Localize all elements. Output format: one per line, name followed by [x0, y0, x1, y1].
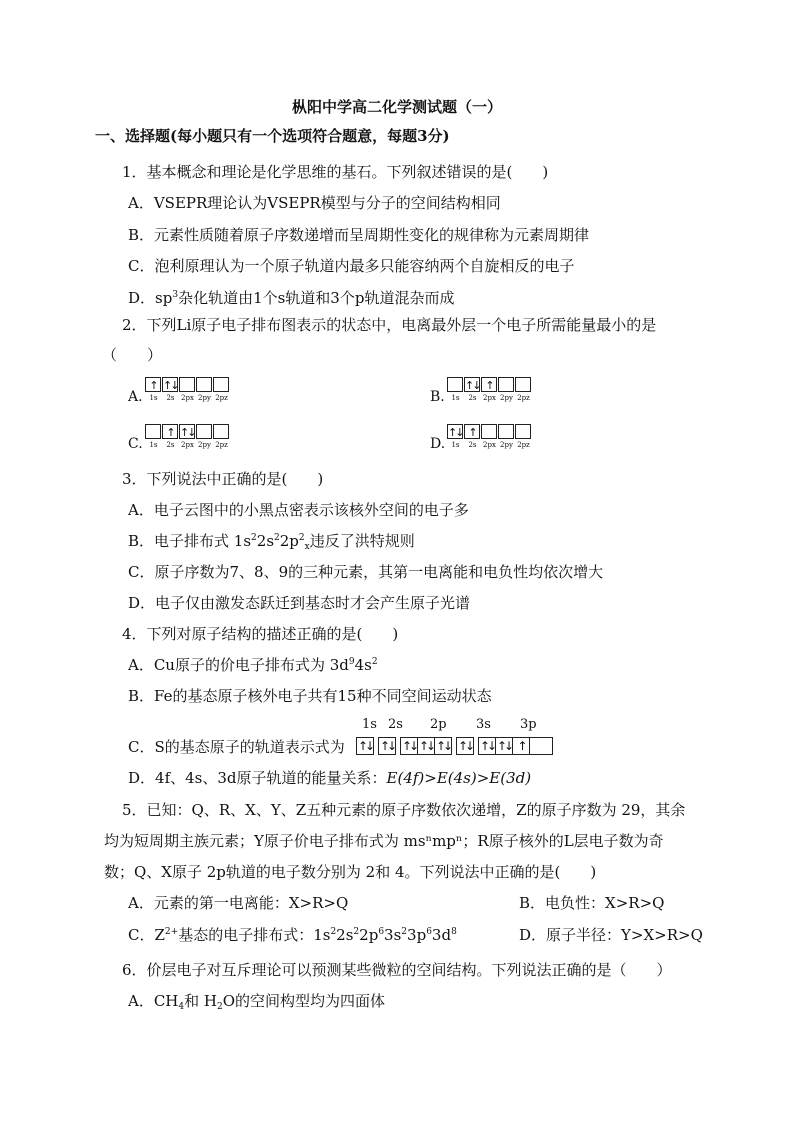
- orbital-cell: ↑: [512, 737, 530, 755]
- orbital-cells: [356, 737, 552, 755]
- orbital-box: [498, 377, 514, 392]
- orbital-box: ↑: [481, 377, 497, 392]
- question-4-option-d: D．4f、4s、3d原子轨道的能量关系：E(4f)>E(4s)>E(3d): [128, 769, 532, 787]
- orbital-cell: ↑↓: [401, 739, 417, 753]
- orbital-label: 2px: [181, 394, 194, 402]
- orbital-label: 2px: [483, 394, 496, 402]
- question-3-option-a: A．电子云图中的小黑点密表示该核外空间的电子多: [128, 501, 469, 519]
- orbital-box: [145, 424, 161, 439]
- orbital-box: ↑↓: [163, 379, 178, 392]
- orbital-cell: ↑↓: [496, 739, 512, 753]
- question-3-stem: 3．下列说法中正确的是( ): [122, 470, 324, 488]
- orbital-label: 1s: [451, 394, 460, 402]
- orbital-box: [498, 424, 514, 439]
- orbital-box: [481, 424, 497, 439]
- orbital-header: 3s: [476, 717, 491, 732]
- orbital-label: 2px: [483, 441, 496, 449]
- question-2-answer-paren: （ ）: [102, 346, 163, 364]
- orbital-cell: [529, 737, 553, 755]
- orbital-box: ↑↓: [448, 426, 463, 439]
- question-1-option-a: A．VSEPR理论认为VSEPR模型与分子的空间结构相同: [128, 194, 501, 212]
- option-letter: B.: [430, 389, 445, 405]
- question-3-option-d: D．电子仅由激发态跃迁到基态时才会产生原子光谱: [128, 594, 471, 612]
- section-heading: 一、选择题(每小题只有一个选项符合题意，每题3分): [95, 127, 450, 145]
- orbital-box: [196, 377, 212, 392]
- question-1-option-b: B．元素性质随着原子序数递增而呈周期性变化的规律称为元素周期律: [128, 226, 590, 244]
- orbital-label: 2pz: [517, 394, 530, 402]
- orbital-box: ↑↓: [180, 426, 195, 439]
- orbital-label: 2pz: [215, 394, 228, 402]
- orbital-labels: [447, 441, 532, 449]
- orbital-label: 2s: [468, 394, 477, 402]
- orbital-header: 2s: [388, 717, 403, 732]
- orbital-boxes: [447, 377, 532, 392]
- question-5-option-a: A．元素的第一电离能：X>R>Q: [128, 894, 349, 912]
- orbital-label: 2s: [166, 394, 175, 402]
- orbital-label: 2pz: [215, 441, 228, 449]
- page-title: 枞阳中学高二化学测试题（一）: [291, 98, 502, 116]
- orbital-box: ↑: [145, 377, 161, 392]
- orbital-header: 3p: [520, 717, 537, 732]
- question-6-option-a: A．$CH_4$和 $H_2O$的空间构型均为四面体: [128, 992, 386, 1012]
- orbital-label: 2py: [198, 441, 211, 449]
- orbital-boxes: [145, 424, 230, 439]
- orbital-label: 2py: [198, 394, 211, 402]
- question-1-option-c: C．泡利原理认为一个原子轨道内最多只能容纳两个自旋相反的电子: [128, 257, 575, 275]
- orbital-label: 2pz: [517, 441, 530, 449]
- orbital-label: 2s: [166, 441, 175, 449]
- orbital-label: 2s: [468, 441, 477, 449]
- question-4-stem: 4．下列对原子结构的描述正确的是( ): [122, 625, 399, 643]
- orbital-cell: ↑↓: [479, 739, 495, 753]
- question-5-option-d: D．原子半径：Y>X>R>Q: [519, 926, 703, 944]
- orbital-cell: ↑↓: [418, 739, 434, 753]
- orbital-cell: ↑↓: [357, 739, 373, 753]
- question-5-option-c: C．$Z^{2+}$基态的电子排布式：$1s^22s^22p^63s^23p^63d^8$: [128, 926, 457, 944]
- orbital-cell: ↑↓: [435, 739, 451, 753]
- orbital-box: [196, 424, 212, 439]
- option-letter: C.: [128, 436, 143, 452]
- orbital-box: ↑: [464, 424, 480, 439]
- orbital-boxes: [145, 377, 230, 392]
- orbital-header: 1s: [362, 717, 377, 732]
- question-5-line-1: 5．已知：Q、R、X、Y、Z五种元素的原子序数依次递增，Z的原子序数为 29，其余: [122, 801, 686, 819]
- orbital-box: [447, 377, 463, 392]
- orbital-cell: ↑↓: [379, 739, 395, 753]
- option-letter: A.: [128, 389, 143, 405]
- question-4-option-c: C．S的基态原子的轨道表示式为: [128, 738, 345, 756]
- question-5-option-b: B．电负性：X>R>Q: [519, 894, 665, 912]
- orbital-label: 1s: [149, 441, 158, 449]
- question-2-stem: 2．下列Li原子电子排布图表示的状态中，电离最外层一个电子所需能量最小的是: [122, 316, 657, 334]
- question-6-stem: 6．价层电子对互斥理论可以预测某些微粒的空间结构。下列说法正确的是（ ）: [122, 961, 672, 979]
- question-3-option-b: B．电子排布式 $1s^22s^22p^2_x$违反了洪特规则: [128, 532, 415, 552]
- orbital-labels: [145, 394, 230, 402]
- question-5-line-3: 数；Q、X原子 2p轨道的电子数分别为 2和 4。下列说法中正确的是( ): [104, 863, 597, 881]
- orbital-boxes: [447, 424, 532, 439]
- orbital-label: 1s: [451, 441, 460, 449]
- orbital-box: ↑↓: [465, 379, 480, 392]
- orbital-label: 2py: [500, 441, 513, 449]
- option-letter: D.: [430, 436, 446, 452]
- question-1-option-d: D．$sp^3$杂化轨道由1个s轨道和3个p轨道混杂而成: [128, 289, 455, 307]
- orbital-labels: [447, 394, 532, 402]
- orbital-header: 2p: [430, 717, 447, 732]
- orbital-box: [213, 424, 229, 439]
- orbital-box: [179, 377, 195, 392]
- question-3-option-c: C．原子序数为7、8、9的三种元素，其第一电离能和电负性均依次增大: [128, 563, 604, 581]
- question-5-line-2: 均为短周期主族元素；Y原子价电子排布式为 msⁿmpⁿ；R原子核外的L层电子数为奇: [104, 832, 664, 850]
- orbital-box: [515, 377, 531, 392]
- question-4-option-a: A．Cu原子的价电子排布式为 $3d^94s^2$: [128, 656, 378, 674]
- orbital-labels: [145, 441, 230, 449]
- orbital-label: 2py: [500, 394, 513, 402]
- orbital-cell: ↑↓: [457, 739, 473, 753]
- question-1-stem: 1．基本概念和理论是化学思维的基石。下列叙述错误的是( ): [122, 163, 549, 181]
- orbital-box: [213, 377, 229, 392]
- orbital-label: 1s: [149, 394, 158, 402]
- question-4-option-b: B．Fe的基态原子核外电子共有15种不同空间运动状态: [128, 687, 492, 705]
- orbital-box: [515, 424, 531, 439]
- orbital-box: ↑: [162, 424, 178, 439]
- orbital-label: 2px: [181, 441, 194, 449]
